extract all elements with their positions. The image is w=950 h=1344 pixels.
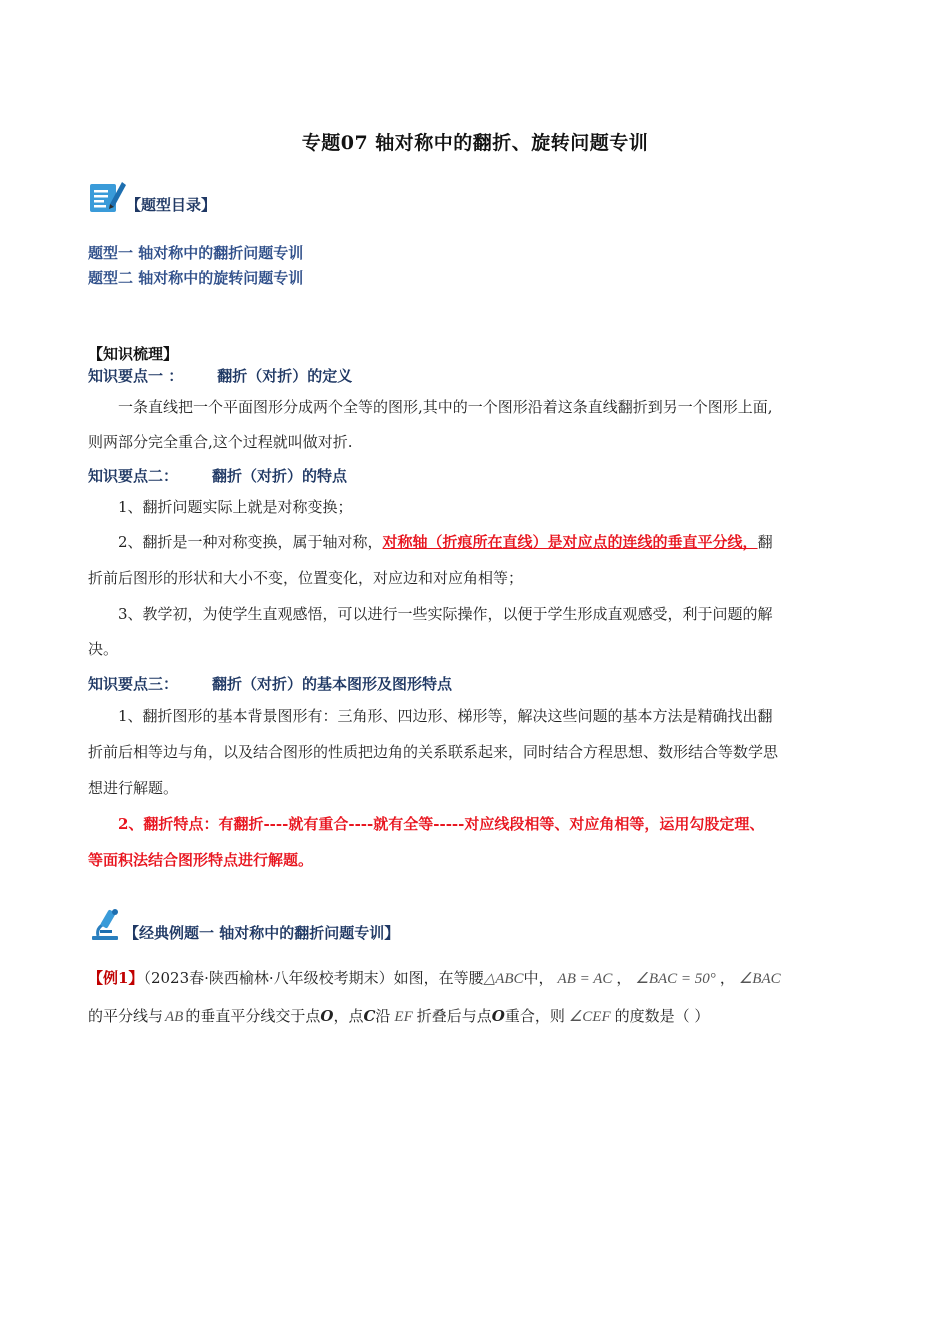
knowledge-point-3-heading (88, 673, 452, 694)
highlight-text: 对称轴（折痕所在直线）是对应点的连线的垂直平分线， (382, 533, 758, 551)
paragraph-line: 1、翻折问题实际上就是对称变换； (118, 498, 353, 516)
example-section-header: 【经典例题一 轴对称中的翻折问题专训】 (124, 924, 400, 942)
microscope-icon (88, 906, 124, 942)
toc-header: 【题型目录】 (126, 196, 217, 214)
knowledge-point-2-heading (88, 465, 347, 486)
example-1-line-2: 的平分线与 AB 的垂直平分线交于点O，点C沿 EF 折叠后与点O重合，则 ∠CEF 的度数是（ ） (88, 1007, 710, 1025)
knowledge-point-1-heading (88, 365, 352, 386)
example-tag: 【例1】 (88, 969, 144, 987)
paragraph-line: 等面积法结合图形特点进行解题。 (88, 851, 314, 869)
paragraph-line: 2、翻折是一种对称变换，属于轴对称，对称轴（折痕所在直线）是对应点的连线的垂直平分线，翻 (118, 533, 773, 551)
paragraph-line: 2、翻折特点：有翻折----就有重合----就有全等-----对应线段相等、对应角相等，运用勾股定理、 (118, 815, 765, 833)
paragraph-line: 1、翻折图形的基本背景图形有：三角形、四边形、梯形等，解决这些问题的基本方法是精确找出翻 (118, 707, 773, 725)
page-title: 专题07 轴对称中的翻折、旋转问题专训 (301, 132, 649, 154)
paragraph-line: 折前后图形的形状和大小不变，位置变化，对应边和对应角相等； (88, 569, 524, 587)
toc-item-1[interactable]: 题型一 轴对称中的翻折问题专训 (88, 244, 304, 262)
paragraph-line: 决。 (88, 640, 119, 658)
paragraph-line: 3、教学初，为使学生直观感悟，可以进行一些实际操作，以便于学生形成直观感受，利于问题的解 (118, 605, 773, 623)
paragraph-line: 则两部分完全重合,这个过程就叫做对折. (88, 433, 353, 451)
point-label: 知识要点一 ： (88, 367, 184, 385)
example-1-line-1: 【例1】（2023春·陕西榆林·八年级校考期末）如图，在等腰△ABC中， AB = AC ， ∠BAC = 50° ， ∠BAC (88, 969, 781, 987)
paragraph-line: 一条直线把一个平面图形分成两个全等的图形,其中的一个图形沿着这条直线翻折到另一个图形上面, (118, 398, 773, 416)
notepad-pencil-icon (88, 178, 128, 214)
paragraph-line: 想进行解题。 (88, 779, 179, 797)
point-label: 知识要点三： (88, 675, 179, 693)
knowledge-header: 【知识梳理】 (88, 345, 179, 363)
toc-item-2[interactable]: 题型二 轴对称中的旋转问题专训 (88, 269, 304, 287)
paragraph-line: 折前后相等边与角，以及结合图形的性质把边角的关系联系起来，同时结合方程思想、数形结合等数学思 (88, 743, 779, 761)
point-label: 知识要点二： (88, 467, 179, 485)
point-title: 翻折（对折）的基本图形及图形特点 (212, 675, 453, 693)
point-title: 翻折（对折）的特点 (212, 467, 348, 485)
point-title: 翻折（对折）的定义 (217, 367, 353, 385)
highlight-text: 有翻折----就有重合----就有全等-----对应线段相等、对应角相等，运用勾股定理、 (218, 815, 765, 833)
